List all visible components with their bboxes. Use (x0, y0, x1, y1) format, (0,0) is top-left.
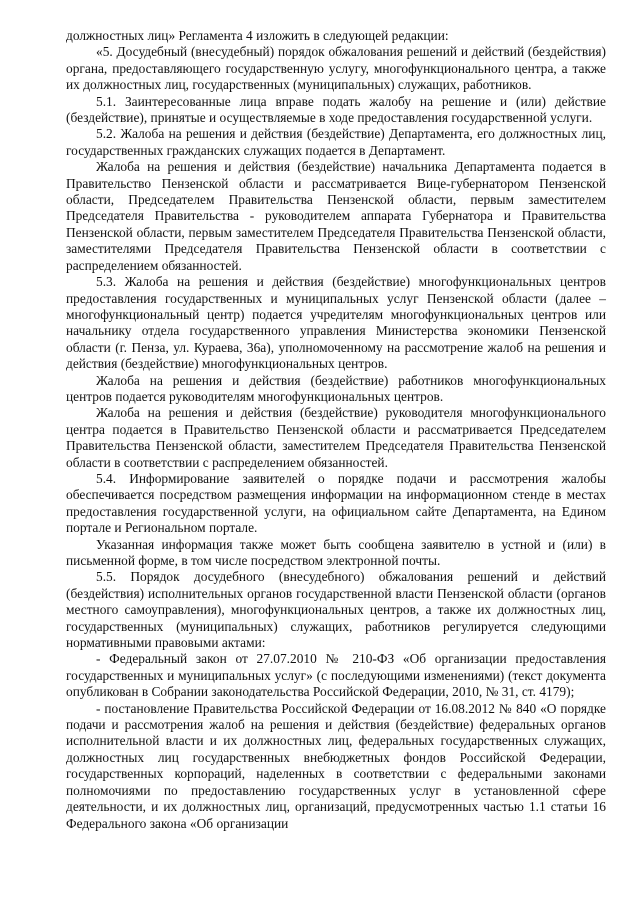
paragraph-section-5-heading: «5. Досудебный (внесудебный) порядок обжалования решений и действий (бездействия) органа, предоставляющего государственную услугу, многофункционального центра, а также их должностных лиц, государственных (муниципальных) служащих, работников. (66, 44, 606, 93)
paragraph-5-2: 5.2. Жалоба на решения и действия (бездействие) Департамента, его должностных лиц, государственных гражданских служащих подается в Департамент. (66, 126, 606, 158)
paragraph-5-2-complaint-head: Жалоба на решения и действия (бездействие) начальника Департамента подается в Правительство Пензенской области и рассматривается Вице-губернатором Пензенской области, Председателем Правительства Пензенской области, первым заместителем Председателя Правительства - руководителем аппарата Губернатора и Правительства Пензенской области, первым заместителем Председателя Правительства Пензенской области, заместителями Председателя Правительства Пензенской области в соответствии с распределением обязанностей. (66, 159, 606, 273)
paragraph-5-3-head: Жалоба на решения и действия (бездействие) руководителя многофункционального центра подается в Правительство Пензенской области и рассматривается Председателем Правительства Пензенской области, заместителем Председателя Правительства Пензенской области в соответствии с распределением обязанностей. (66, 405, 606, 470)
paragraph-intro: должностных лиц» Регламента 4 изложить в следующей редакции: (66, 28, 449, 43)
paragraph-5-4-info: Указанная информация также может быть сообщена заявителю в устной и (или) в письменной форме, в том числе посредством электронной почты. (66, 536, 606, 568)
paragraph-5-3-workers: Жалоба на решения и действия (бездействие) работников многофункциональных центров подается руководителям многофункциональных центров. (66, 372, 606, 404)
paragraph-5-5: 5.5. Порядок досудебного (внесудебного) обжалования решений и действий (бездействия) исполнительных органов государственной власти Пензенской области (органов местного самоуправления), многофункциональных центров, а также их должностных лиц, государственных (муниципальных) служащих, работников регулируется следующими нормативными правовыми актами: (66, 569, 606, 651)
paragraph-5-3: 5.3. Жалоба на решения и действия (бездействие) многофункциональных центров предоставления государственных и муниципальных услуг Пензенской области (далее – многофункциональный центр) подается учредителям многофункциональных центров или начальнику отдела государственного управления Министерства экономики Пензенской области (г. Пенза, ул. Кураева, 36а), уполномоченному на рассмотрение жалоб на решения и действия (бездействие) многофункциональных центров. (66, 274, 606, 372)
paragraph-5-4: 5.4. Информирование заявителей о порядке подачи и рассмотрения жалобы обеспечивается посредством размещения информации на информационном стенде в местах предоставления государственной услуги, на официальном сайте Департамента, на Едином портале и Региональном портале. (66, 470, 606, 536)
list-item-federal-law: - Федеральный закон от 27.07.2010 № 210-ФЗ «Об организации предоставления государственных и муниципальных услуг» (с последующими изменениями) (текст документа опубликован в Собрании законодательства Российской Федерации, 2010, № 31, ст. 4179); (66, 651, 606, 700)
paragraph-5-1: 5.1. Заинтересованные лица вправе подать жалобу на решение и (или) действие (бездействие), принятые и осуществляемые в ходе предоставления государственной услуги. (66, 93, 606, 126)
list-item-government-decree: - постановление Правительства Российской Федерации от 16.08.2012 № 840 «О порядке подачи и рассмотрения жалоб на решения и действия (бездействие) федеральных органов исполнительной власти и их должностных лиц, федеральных государственных служащих, должностных лиц государственных внебюджетных фондов Российской Федерации, государственных корпораций, наделенных в соответствии с федеральными законами полномочиями по предоставлению государственных услуг в установленной сфере деятельности, и их должностных лиц, организаций, предусмотренных частью 1.1 статьи 16 Федерального закона «Об организации (66, 700, 606, 831)
